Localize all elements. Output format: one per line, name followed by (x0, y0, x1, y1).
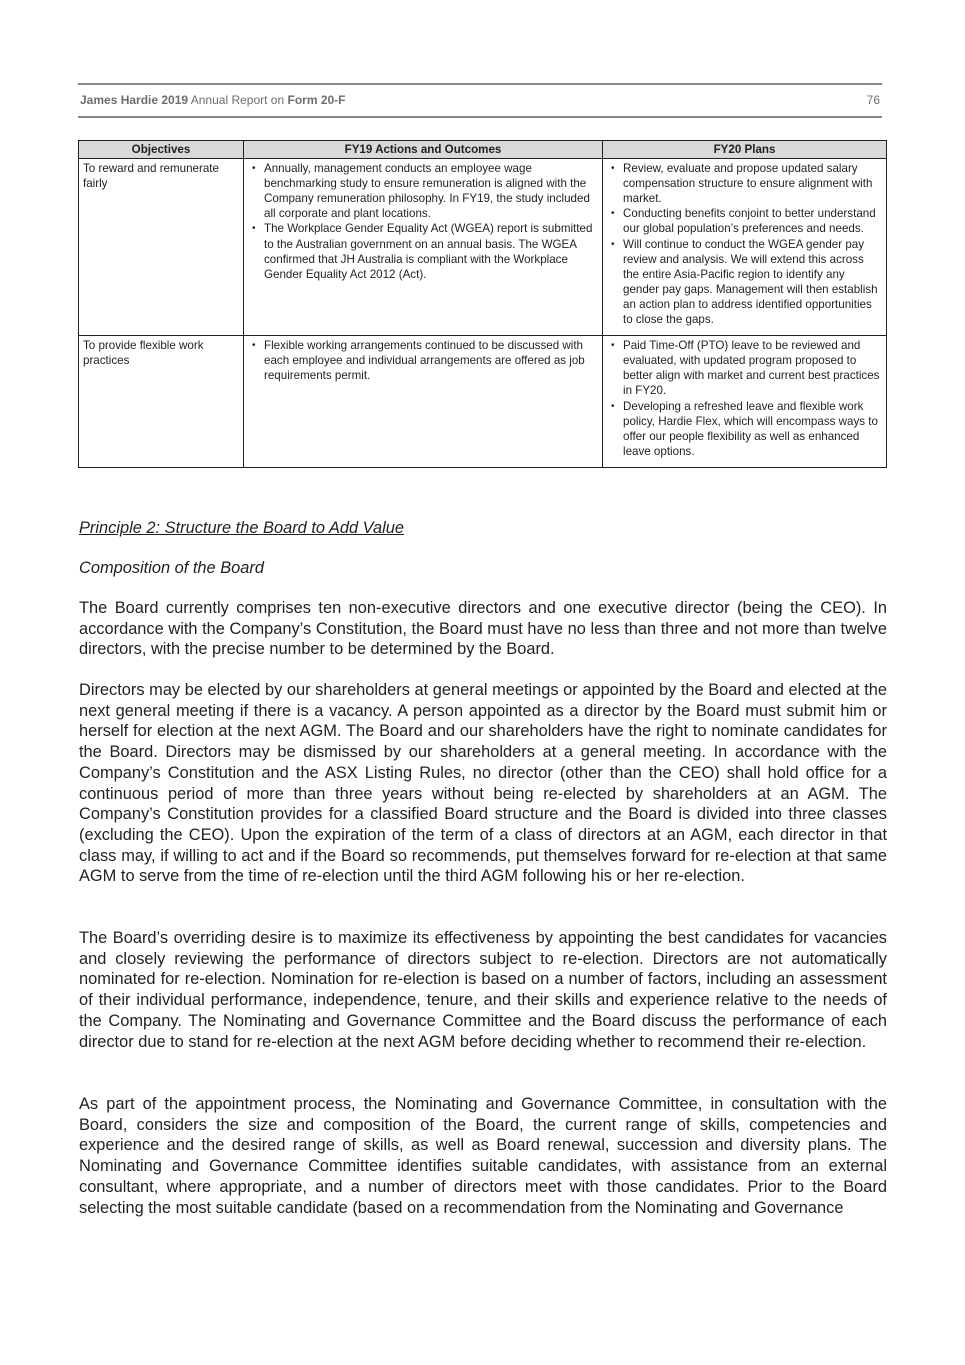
paragraph: As part of the appointment process, the Nominating and Governance Committee, in consultation with the Board, considers the size and composition of the Board, the current range of skills, competencies and experience and the desired range of skills, as well as Board renewal, succession and diversity plans. The Nominating and Governance Committee identifies suitable candidates, with assistance from an external consultant, where appropriate, and a number of directors meet with those candidates. Prior to the Board selecting the most suitable candidate (based on a recommendation from the Nominating and Governance (79, 1095, 887, 1217)
list-item: • Annually, management conducts an employee wage benchmarking study to ensure remuneration is aligned with the Company remuneration philosophy. In FY19, the study included all corporate and plant locations. (248, 161, 598, 221)
table-row (79, 336, 887, 468)
objective-cell: To reward and remunerate fairly (79, 159, 244, 336)
column-header-fy20: FY20 Plans (603, 141, 887, 159)
list-item: • Developing a refreshed leave and flexible work policy, Hardie Flex, which will encompass ways to offer our people flexibility as well as enhanced leave options. (607, 399, 882, 459)
column-header-fy19: FY19 Actions and Outcomes (244, 141, 603, 159)
paragraph: The Board’s overriding desire is to maximize its effectiveness by appointing the best candidates for vacancies and closely reviewing the performance of directors subject to re-election. Directors are not automatically nominated for re-election. Nomination for re-election is based on a number of factors, including an assessment of their individual performance, independence, tenure, and their skills and experience relative to the needs of the Company. The Nominating and Governance Committee and the Board discuss the performance of each director due to stand for re-election at the next AGM before deciding whether to recommend their re-election. (79, 929, 887, 1051)
header-bottom-rule (78, 116, 882, 118)
list-item: • Flexible working arrangements continued to be discussed with each employee and individual arrangements are offered as job requirements permit. (248, 338, 598, 383)
principle-heading: Principle 2: Structure the Board to Add Value (79, 519, 404, 537)
header-company: James Hardie 2019 (80, 93, 189, 107)
actions-cell (244, 336, 603, 468)
list-item: • Conducting benefits conjoint to better understand our global population’s preferences and needs. (607, 206, 882, 236)
list-item: • The Workplace Gender Equality Act (WGEA) report is submitted to the Australian government on an annual basis. The WGEA confirmed that JH Australia is compliant with the Workplace Gender Equality Act 2012 (Act). (248, 221, 598, 281)
column-header-objectives: Objectives (79, 141, 244, 159)
actions-cell (244, 159, 603, 336)
paragraph: The Board currently comprises ten non-executive directors and one executive director (being the CEO). In accordance with the Company’s Constitution, the Board must have no less than three and not more than twelve directors, with the precise number to be determined by the Board. (79, 599, 887, 659)
header-middle: Annual Report on (188, 93, 288, 107)
plans-cell (603, 336, 887, 468)
header-form: Form 20-F (287, 93, 346, 107)
page-number: 76 (866, 93, 880, 107)
list-item: • Will continue to conduct the WGEA gender pay review and analysis. We will extend this across the entire Asia-Pacific region to identify any gender pay gaps. Management will then establish an action plan to address identified opportunities to close the gaps. (607, 237, 882, 328)
plans-cell (603, 159, 887, 336)
objectives-table (78, 140, 887, 468)
header-top-rule (78, 83, 882, 85)
paragraph: Directors may be elected by our shareholders at general meetings or appointed by the Board and elected at the next general meeting if there is a vacancy. A person appointed as a director by the Board must submit him or herself for election at the next AGM. The Board and our shareholders have the right to nominate candidates for the Board. Directors may be dismissed by our shareholders at a general meeting. In accordance with the Company’s Constitution and the ASX Listing Rules, no director (other than the CEO) shall hold office for a continuous period of more than three years without being re-elected by shareholders at an AGM. The Company’s Constitution provides for a classified Board structure and the Board is divided into three classes (excluding the CEO). Upon the expiration of the term of a class of directors at an AGM, each director in that class may, if willing to act and if the Board so recommends, put themselves forward for re-election at that same AGM to serve from the time of re-election until the third AGM following his or her re-election. (79, 681, 887, 886)
list-item: • Review, evaluate and propose updated salary compensation structure to ensure alignment with market. (607, 161, 882, 206)
table-row (79, 159, 887, 336)
running-header (80, 93, 880, 107)
list-item: • Paid Time-Off (PTO) leave to be reviewed and evaluated, with updated program proposed to better align with market and current best practices in FY20. (607, 338, 882, 398)
table-header-row (79, 141, 887, 159)
objective-cell: To provide flexible work practices (79, 336, 244, 468)
section-subheading: Composition of the Board (79, 559, 264, 577)
